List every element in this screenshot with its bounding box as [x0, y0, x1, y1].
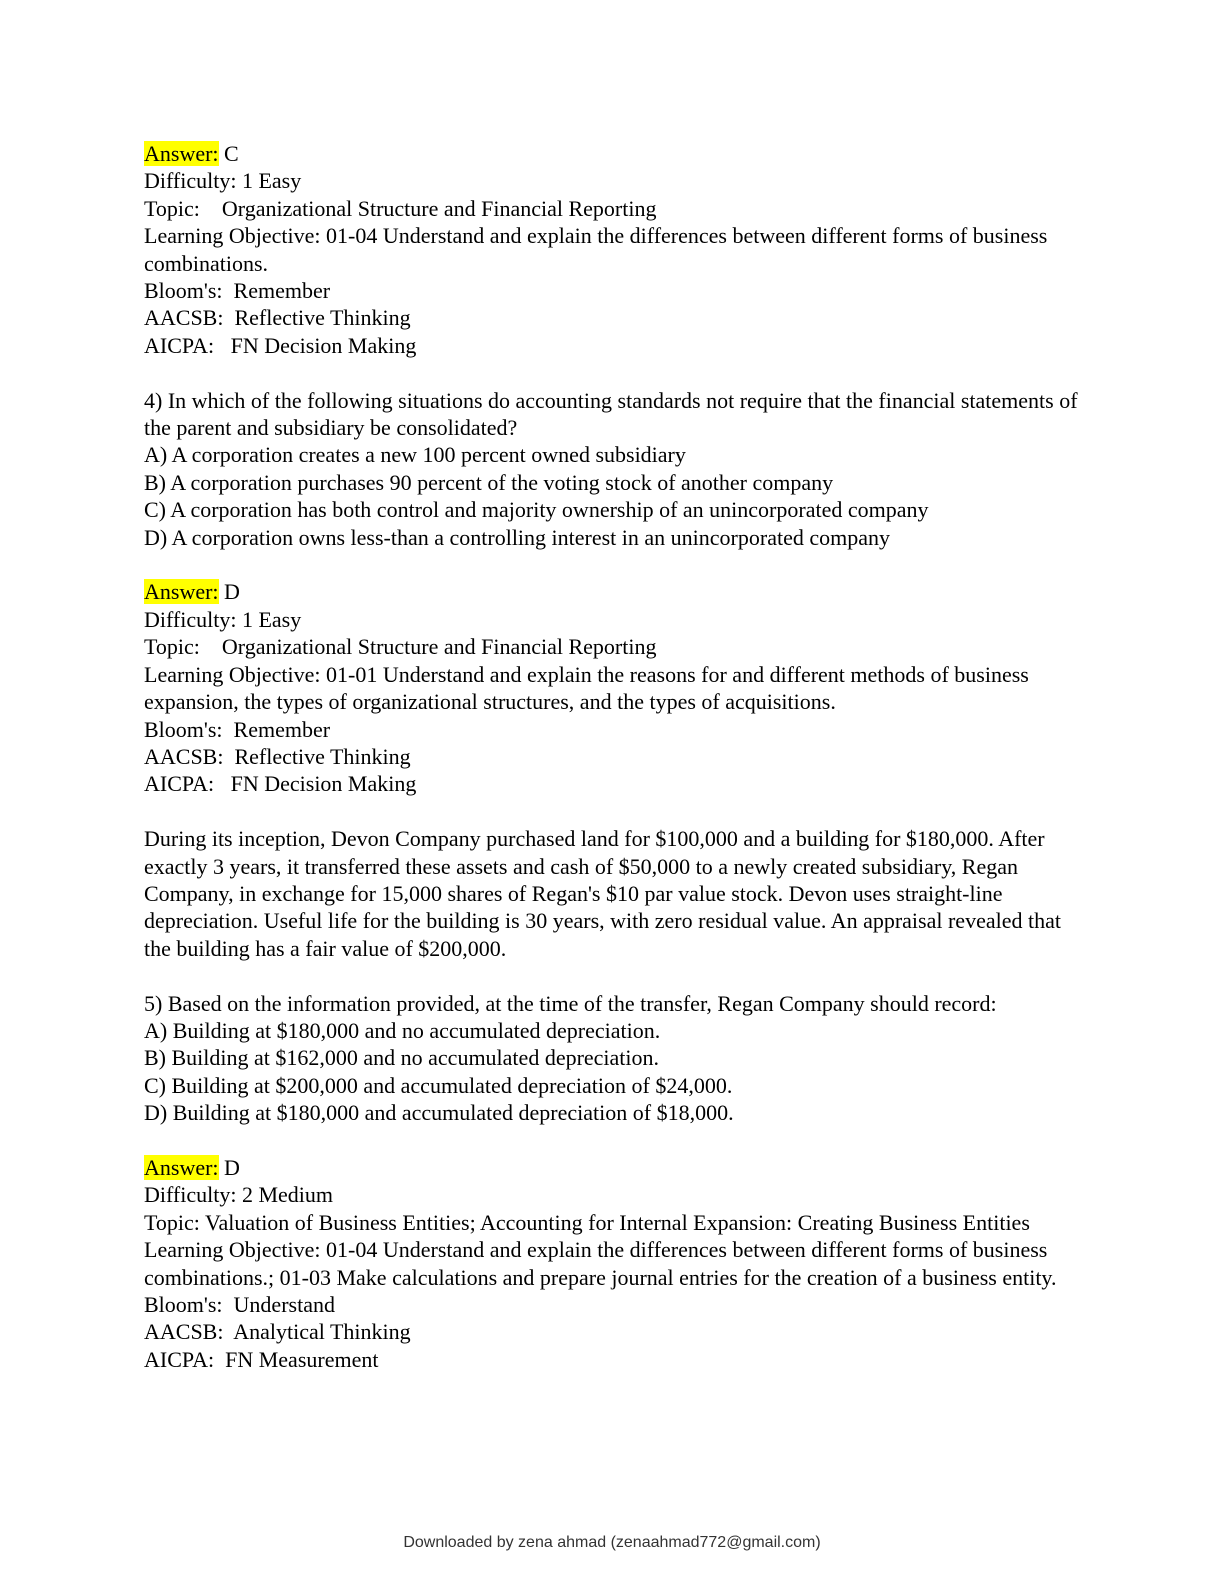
answer-label: Answer: [144, 141, 219, 166]
answer-value: D [218, 579, 240, 605]
option-a: A) Building at $180,000 and no accumulated depreciation. [144, 1017, 661, 1043]
topic-line: Topic: Valuation of Business Entities; Accounting for Internal Expansion: Creating Business Entities [144, 1209, 1030, 1235]
answer-line [144, 140, 1084, 167]
blooms-line: Bloom's: Remember [144, 716, 331, 742]
option-d: D) Building at $180,000 and accumulated depreciation of $18,000. [144, 1100, 734, 1126]
blooms-line: Bloom's: Understand [144, 1291, 335, 1317]
difficulty-line: Difficulty: 1 Easy [144, 606, 302, 632]
answer-value: D [218, 1154, 240, 1180]
objective-line: Learning Objective: 01-01 Understand and explain the reasons for and different methods of business expansion, the types of organizational structures, and the types of acquisitions. [144, 661, 1029, 715]
download-footer: Downloaded by zena ahmad (zenaahmad772@gmail.com) [403, 1534, 821, 1551]
option-b: B) Building at $162,000 and no accumulated depreciation. [144, 1045, 660, 1071]
answer-value: C [218, 141, 239, 166]
aicpa-line: AICPA: FN Measurement [144, 1346, 379, 1372]
option-c: C) Building at $200,000 and accumulated depreciation of $24,000. [144, 1072, 733, 1098]
aicpa-line: AICPA: FN Decision Making [144, 332, 417, 358]
document-body [144, 140, 1084, 1373]
answer-label: Answer: [144, 1154, 219, 1180]
blooms-line: Bloom's: Remember [144, 278, 331, 304]
objective-line: Learning Objective: 01-04 Understand and explain the differences between different forms of business combinations.; 01-03 Make calculations and prepare journal entries for the creation of a business entity. [144, 1237, 1057, 1290]
topic-line: Topic: Organizational Structure and Financial Reporting [144, 634, 657, 660]
topic-line: Topic: Organizational Structure and Financial Reporting [144, 195, 657, 221]
difficulty-line: Difficulty: 2 Medium [144, 1182, 334, 1208]
aacsb-line: AACSB: Reflective Thinking [144, 743, 411, 769]
scenario-paragraph: During its inception, Devon Company purchased land for $100,000 and a building for $180,000. After exactly 3 years, it transferred these assets and cash of $50,000 to a newly created subsidiary, Regan Company, in exchange for 15,000 shares of Regan's $10 par value stock. Devon uses straight-line depreciation. Useful life for the building is 30 years, with zero residual value. An appraisal revealed that the building has a fair value of $200,000. [144, 826, 1061, 961]
answer-label: Answer: [144, 579, 219, 605]
aacsb-line: AACSB: Reflective Thinking [144, 305, 411, 331]
answer-line [144, 1154, 1084, 1181]
aacsb-line: AACSB: Analytical Thinking [144, 1319, 411, 1345]
objective-line: Learning Objective: 01-04 Understand and explain the differences between different forms of business combinations. [144, 223, 1048, 276]
question-4: 4) In which of the following situations do accounting standards not require that the financial statements of the parent and subsidiary be consolidated? [144, 387, 1078, 441]
option-a: A) A corporation creates a new 100 percent owned subsidiary [144, 442, 686, 468]
difficulty-line: Difficulty: 1 Easy [144, 168, 302, 194]
option-b: B) A corporation purchases 90 percent of the voting stock of another company [144, 469, 834, 495]
question-5: 5) Based on the information provided, at the time of the transfer, Regan Company should record: [144, 990, 997, 1016]
answer-line [144, 578, 1084, 605]
aicpa-line: AICPA: FN Decision Making [144, 771, 417, 797]
option-d: D) A corporation owns less-than a controlling interest in an unincorporated company [144, 524, 890, 550]
option-c: C) A corporation has both control and majority ownership of an unincorporated company [144, 497, 929, 523]
